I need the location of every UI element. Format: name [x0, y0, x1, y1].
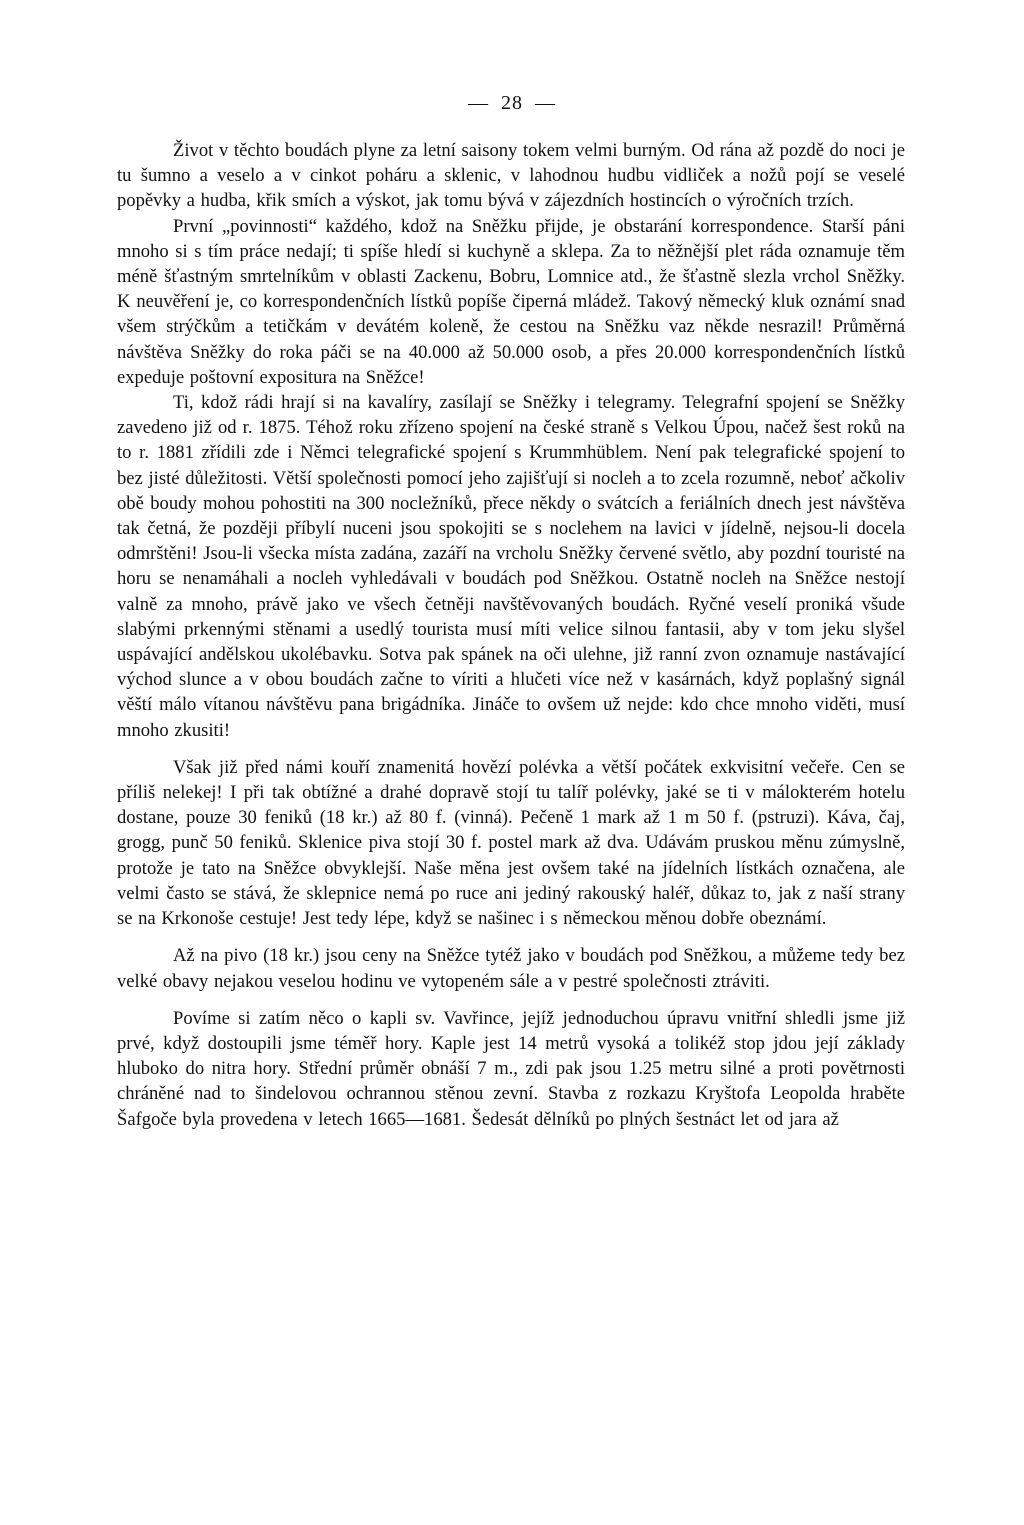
paragraph-life-in-huts: Život v těchto boudách plyne za letní saisony tokem velmi burným. Od rána až pozdě do noci je tu šumno a veselo a v cinkot poháru a sklenic, v lahodnou hudbu vidliček a nožů pojí se veselé popěvky a hudba, křik smích a výskot, jak tomu bývá v zájezdních hostincích o výročních trzích. — [117, 140, 905, 212]
paragraph-chapel: Povíme si zatím něco o kapli sv. Vavřince, jejíž jednoduchou úpravu vnitřní shledli jsme již prvé, když dostoupili jsme téměř hory. Kaple jest 14 metrů vysoká a tolikéž stop jdou její základy hluboko do nitra hory. Střední průměr obnáší 7 m., zdi pak jsou 1.25 metru silné a proti povětrnosti chráněné nad to šindelovou ochrannou stěnou zevní. Stavba z rozkazu Kryštofa Leopolda hraběte Šafgoče byla provedena v letech 1665—1681. Šedesát dělníků po plných šestnáct let od jara až — [117, 1007, 905, 1130]
paragraph-beer-prices: Až na pivo (18 kr.) jsou ceny na Sněžce tytéž jako v boudách pod Sněžkou, a můžeme tedy bez velké obavy nejakou veselou hodinu ve vytopeném sále a v pestré společnosti ztráviti. — [117, 945, 905, 992]
paragraph-dinner-prices: Však již před námi kouří znamenitá hovězí polévka a větší počátek exkvisitní večeře. Cen se příliš nelekej! I při tak obtížné a drahé dopravě stojí tu talíř polévky, jaké se ti v málokterém hotelu dostane, pouze 30 feniků (18 kr.) až 80 f. (vinná). Pečeně 1 mark až 1 m 50 f. (pstruzi). Káva, čaj, grogg, punč 50 feniků. Sklenice piva stojí 30 f. postel mark až dva. Udávám pruskou měnu zúmyslně, protože je tato na Sněžce obvyklejší. Naše měna jest ovšem také na jídelních lístkách označena, ale velmi často se stává, že sklepnice nemá po ruce ani jediný rakouský haléř, důkaz to, jak z naší strany se na Krkonoše cestuje! Jest tedy lépe, když se našinec i s německou měnou dobře obeznámí. — [117, 756, 905, 930]
page-number: 28 — [501, 92, 523, 114]
page-number-header — [0, 92, 1024, 115]
body-text — [117, 138, 905, 1132]
page-number-dash-right: — — [535, 92, 556, 114]
paragraph-correspondence: První „povinnosti“ každého, kdož na Sněžku přijde, je obstarání korrespondence. Starší páni mnoho si s tím práce nedají; ti spíše hledí si kuchyně a sklepa. Za to něžnější plet ráda oznamuje těm méně šťastným smrtelníkům v oblasti Zackenu, Bobru, Lomnice atd., že šťastně slezla vrchol Sněžky. K neuvěření je, co korrespondenčních lístků popíše čiperná mládež. Takový německý kluk oznámí snad všem strýčkům a tetičkám v devátém koleně, že cestou na Sněžku vaz někde nesrazil! Průměrná návštěva Sněžky do roka páči se na 40.000 až 50.000 osob, a přes 20.000 korrespondenčních lístků expeduje poštovní expositura na Sněžce! — [117, 215, 905, 388]
page-number-dash-left: — — [468, 92, 489, 114]
paragraph-telegrams: Ti, kdož rádi hrají si na kavalíry, zasílají se Sněžky i telegramy. Telegrafní spojení se Sněžky zavedeno již od r. 1875. Téhož roku zřízeno spojení na české straně s Velkou Úpou, načež šest roků na to r. 1881 zřídili zde i Němci telegrafické spojení s Krummhüblem. Není pak telegrafické spojení to bez jisté důležitosti. Větší společnosti pomocí jeho zajišťují si nocleh a to zcela rozumně, neboť ačkoliv obě boudy mohou pohostiti na 300 nocležníků, přece někdy o svátcích a feriálních dnech jest návštěva tak četná, že později příbylí nuceni jsou spokojiti se s noclehem na lavici v jídelně, nejsou-li docela odmrštěni! Jsou-li všecka místa zadána, zazáří na vrcholu Sněžky červené světlo, aby pozdní touristé na horu se nenamáhali a nocleh vyhledávali v boudách pod Sněžkou. Ostatně nocleh na Sněžce nestojí valně za mnoho, právě jako ve všech četněji navštěvovaných boudách. Ryčné veselí proniká všude slabými prkennými stěnami a usedlý tourista musí míti velice silnou fantasii, aby v tom jeku slyšel uspávající andělskou ukolébavku. Sotva pak spánek na oči ulehne, již ranní zvon oznamuje nastávající východ slunce a v obou boudách začne to víriti a hlučeti více než v kasárnách, když poplašný signál věští málo vítanou návštěvu pana brigádníka. Jináče to ovšem už nejde: kdo chce mnoho viděti, musí mnoho zkusiti! — [117, 392, 905, 741]
